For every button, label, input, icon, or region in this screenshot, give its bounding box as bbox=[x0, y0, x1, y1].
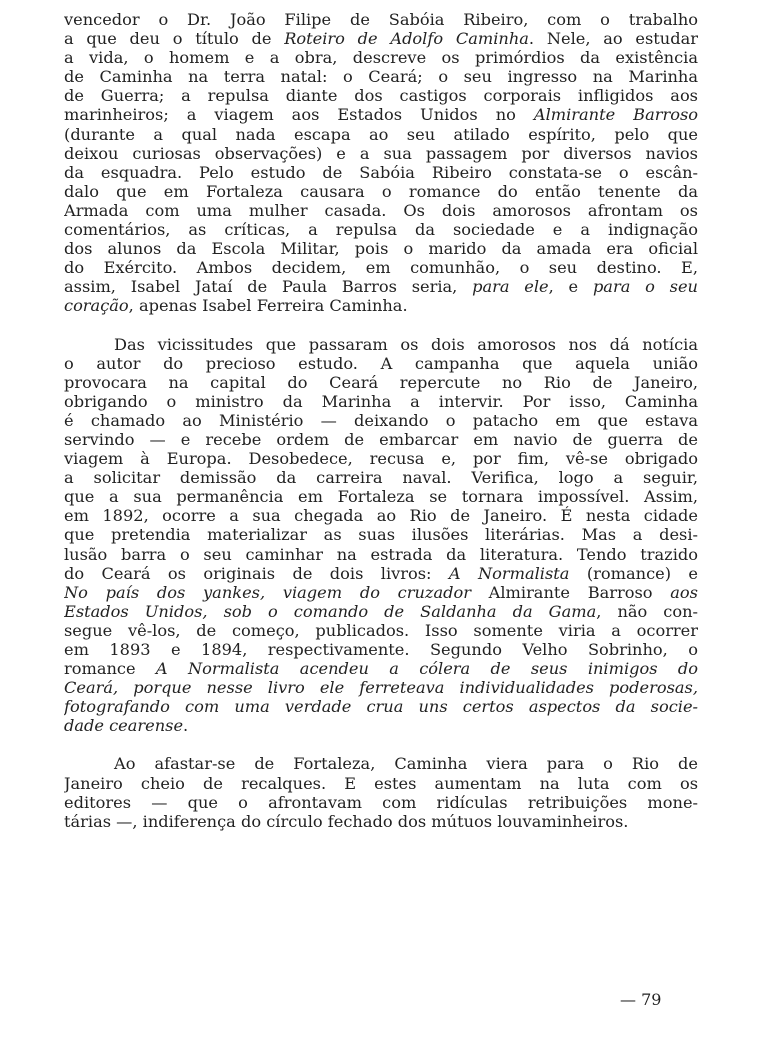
text-span bbox=[279, 659, 299, 678]
text-span: , e bbox=[548, 277, 593, 297]
text-span: tárias —, indiferença do círculo fechado dos mútuos louvaminheiros. bbox=[64, 811, 629, 831]
text-line bbox=[64, 29, 698, 48]
text-span: . bbox=[183, 716, 189, 736]
italic-text: A Normalista bbox=[448, 563, 570, 583]
text-span: provocara na capital do Ceará repercute no Rio de Janeiro, bbox=[64, 372, 698, 392]
text-span: viagem à Europa. Desobedece, recusa e, por fim, vê-se obrigado bbox=[64, 449, 698, 469]
text-span: lusão barra o seu caminhar na estrada da literatura. Tendo trazido bbox=[64, 544, 698, 564]
text-line bbox=[64, 564, 698, 583]
paragraph bbox=[64, 10, 698, 316]
text-span: comentários, as críticas, a repulsa da sociedade e a indignação bbox=[64, 220, 698, 240]
italic-text: dade cearense bbox=[64, 716, 184, 736]
text-line bbox=[64, 716, 698, 735]
italic-text: No país dos yankes, viagem do cruzador bbox=[64, 582, 471, 602]
text-line bbox=[64, 239, 698, 258]
paragraph bbox=[64, 754, 698, 830]
text-span: Janeiro cheio de recalques. E estes aumentam na luta com os bbox=[64, 773, 698, 793]
text-line bbox=[64, 411, 698, 430]
text-span: Das vicissitudes que passaram os dois amorosos nos dá notícia bbox=[114, 334, 698, 354]
text-line bbox=[64, 182, 698, 201]
italic-text: Estados Unidos, sob o comando de Saldanha da Gama bbox=[64, 601, 597, 621]
text-span: , não con- bbox=[596, 601, 698, 621]
text-span: que a sua permanência em Fortaleza se tornara impossível. Assim, bbox=[64, 487, 698, 507]
text-line bbox=[64, 659, 698, 678]
text-line bbox=[64, 296, 698, 315]
text-line bbox=[64, 640, 698, 659]
text-line bbox=[64, 754, 698, 773]
text-line bbox=[64, 774, 698, 793]
text-span: do Exército. Ambos decidem, em comunhão, o seu destino. E, bbox=[64, 258, 698, 278]
book-page bbox=[64, 10, 698, 831]
italic-text: Roteiro de Adolfo Caminha bbox=[284, 29, 529, 49]
italic-text: aos bbox=[670, 582, 698, 602]
text-line bbox=[64, 430, 698, 449]
text-line bbox=[64, 258, 698, 277]
italic-text: Almirante Barroso bbox=[533, 105, 698, 125]
text-line bbox=[64, 105, 698, 124]
text-line bbox=[64, 277, 698, 296]
text-span: obrigando o ministro da Marinha a intervir. Por isso, Caminha bbox=[64, 391, 698, 411]
text-line bbox=[64, 468, 698, 487]
text-line bbox=[64, 67, 698, 86]
text-line bbox=[64, 697, 698, 716]
text-span: o autor do precioso estudo. A campanha que aquela união bbox=[64, 353, 698, 373]
text-line bbox=[64, 583, 698, 602]
italic-text: Ceará, porque nesse livro ele ferreteava individualidades poderosas, bbox=[64, 678, 698, 698]
text-line bbox=[64, 506, 698, 525]
text-span: (durante a qual nada escapa ao seu atilado espírito, pelo que bbox=[64, 124, 698, 144]
text-span: é chamado ao Ministério — deixando o patacho em que estava bbox=[64, 410, 698, 430]
text-span: a vida, o homem e a obra, descreve os primórdios da existência bbox=[64, 48, 698, 68]
text-span: editores — que o afrontavam com ridículas retribuições mone- bbox=[64, 792, 698, 812]
text-span: em 1893 e 1894, respectivamente. Segundo Velho Sobrinho, o bbox=[64, 640, 698, 659]
text-span: segue vê-los, de começo, publicados. Isso somente viria a ocorrer bbox=[64, 620, 698, 640]
text-line bbox=[64, 678, 698, 697]
text-span: . Nele, ao estudar bbox=[528, 29, 698, 49]
text-span: da esquadra. Pelo estudo de Sabóia Ribeiro constata-se o escân- bbox=[64, 162, 698, 182]
text-line bbox=[64, 10, 698, 29]
text-line bbox=[64, 144, 698, 163]
text-line bbox=[64, 812, 698, 831]
text-line bbox=[64, 201, 698, 220]
italic-text: para o seu bbox=[592, 277, 698, 297]
text-span: a que deu o título de bbox=[64, 29, 285, 49]
text-line bbox=[64, 125, 698, 144]
text-line bbox=[64, 545, 698, 564]
text-line bbox=[64, 602, 698, 621]
text-line bbox=[64, 354, 698, 373]
text-line bbox=[64, 487, 698, 506]
page-number: — 79 bbox=[620, 990, 662, 1009]
text-line bbox=[64, 220, 698, 239]
text-span: romance bbox=[64, 659, 156, 679]
text-line bbox=[64, 48, 698, 67]
text-span: assim, Isabel Jataí de Paula Barros seria, bbox=[64, 277, 473, 297]
text-span: marinheiros; a viagem aos Estados Unidos no bbox=[64, 105, 534, 125]
text-line bbox=[64, 525, 698, 544]
text-span: deixou curiosas observações) e a sua passagem por diversos navios bbox=[64, 143, 698, 163]
italic-text: fotografando com uma verdade crua uns certos aspectos da socie- bbox=[64, 697, 698, 717]
text-line bbox=[64, 449, 698, 468]
text-line bbox=[64, 793, 698, 812]
text-span: , apenas Isabel Ferreira Caminha. bbox=[128, 296, 408, 316]
paragraph bbox=[64, 335, 698, 736]
text-span: de Caminha na terra natal: o Ceará; o seu ingresso na Marinha bbox=[64, 67, 698, 87]
body-text bbox=[64, 10, 698, 831]
text-line bbox=[64, 335, 698, 354]
text-span: (romance) e bbox=[569, 563, 698, 583]
text-line bbox=[64, 373, 698, 392]
text-span: do Ceará os originais de dois livros: bbox=[64, 563, 449, 583]
text-span: dos alunos da Escola Militar, pois o marido da amada era oficial bbox=[64, 239, 698, 259]
italic-text: coração bbox=[64, 296, 129, 316]
text-span: que pretendia materializar as suas ilusões literárias. Mas a desi- bbox=[64, 525, 698, 545]
text-span: de Guerra; a repulsa diante dos castigos corporais infligidos aos bbox=[64, 86, 698, 106]
text-line bbox=[64, 163, 698, 182]
italic-text: A Normalista bbox=[155, 659, 280, 679]
text-span: Almirante Barroso bbox=[470, 582, 671, 602]
text-span: dalo que em Fortaleza causara o romance do então tenente da bbox=[64, 181, 698, 201]
text-span: servindo — e recebe ordem de embarcar em navio de guerra de bbox=[64, 429, 698, 449]
italic-text: para ele bbox=[472, 277, 549, 297]
text-line bbox=[64, 86, 698, 105]
text-span: a solicitar demissão da carreira naval. Verifica, logo a seguir, bbox=[64, 468, 698, 488]
text-span: Armada com uma mulher casada. Os dois amorosos afrontam os bbox=[64, 200, 698, 220]
italic-text: acendeu a cólera de seus inimigos do bbox=[299, 659, 698, 679]
text-span: Ao afastar-se de Fortaleza, Caminha viera para o Rio de bbox=[114, 754, 698, 774]
text-span: vencedor o Dr. João Filipe de Sabóia Ribeiro, com o trabalho bbox=[64, 10, 698, 29]
text-span: em 1892, ocorre a sua chegada ao Rio de Janeiro. É nesta cidade bbox=[64, 506, 698, 526]
text-line bbox=[64, 621, 698, 640]
text-line bbox=[64, 392, 698, 411]
